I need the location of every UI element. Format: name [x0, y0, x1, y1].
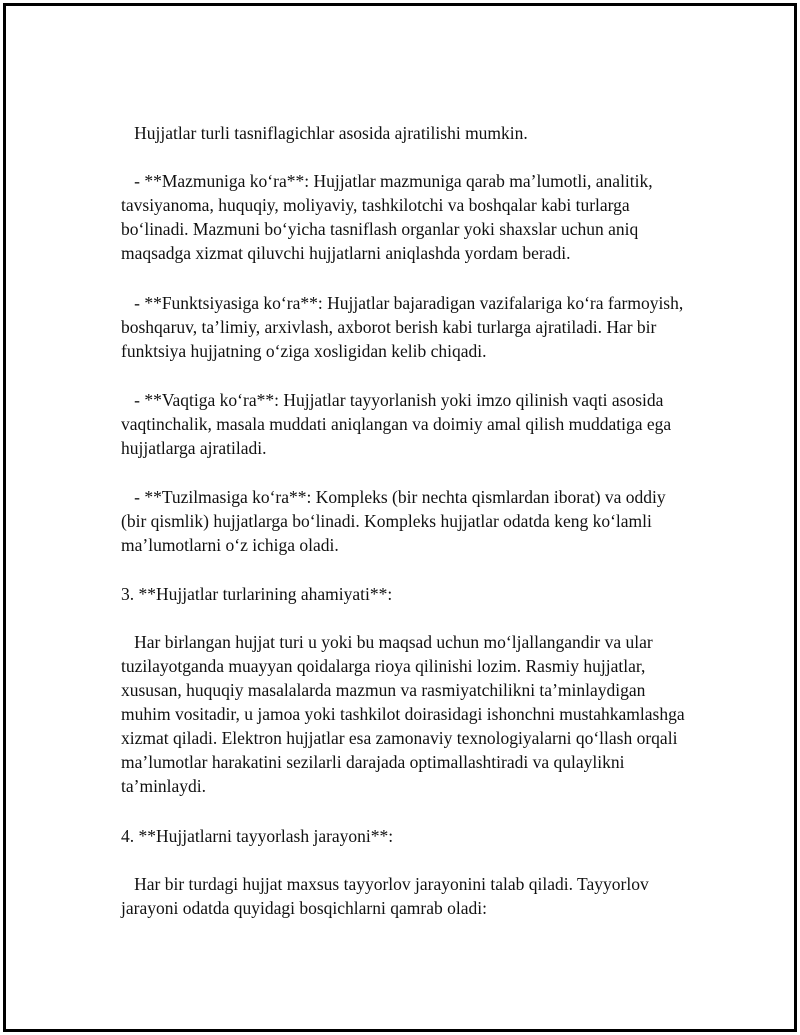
paragraph-content-classification: - **Mazmuniga ko‘ra**: Hujjatlar mazmuniga qarab ma’lumotli, analitik, tavsiyanoma, huquqiy, moliyaviy, tashkilotchi va boshqalar kabi turlarga bo‘linadi. Mazmuni bo‘yicha tasniflash organlar yoki shaxslar uchun aniq maqsadga xizmat qiluvchi hujjatlarni aniqlashda yordam beradi. [121, 171, 658, 263]
paragraph-function-classification: - **Funktsiyasiga ko‘ra**: Hujjatlar bajaradigan vazifalariga ko‘ra farmoyish, boshqaruv, ta’limiy, arxivlash, axborot berish kabi turlarga ajratiladi. Har bir funktsiya hujjatning o‘ziga xosligidan kelib chiqadi. [121, 293, 688, 361]
paragraph-preparation: Har bir turdagi hujjat maxsus tayyorlov jarayonini talab qiladi. Tayyorlov jarayoni odatda quyidagi bosqichlarni qamrab oladi: [121, 874, 654, 918]
section-heading-3: 3. **Hujjatlar turlarining ahamiyati**: [121, 584, 393, 604]
paragraph-time-classification: - **Vaqtiga ko‘ra**: Hujjatlar tayyorlanish yoki imzo qilinish vaqti asosida vaqtinchalik, masala muddati aniqlangan va doimiy amal qilish muddatiga ega hujjatlarga ajratiladi. [121, 390, 676, 458]
paragraph-importance: Har birlangan hujjat turi u yoki bu maqsad uchun mo‘ljallangandir va ular tuzilayotganda muayyan qoidalarga rioya qilinishi lozim. Rasmiy hujjatlar, xususan, huquqiy masalalarda mazmun va rasmiyatchilikni ta’minlaydigan muhim vositadir, u jamoa yoki tashkilot doirasidagi ishonchni mustahkamlashga xizmat qiladi. Elektron hujjatlar esa zamonaviy texnologiyalarni qo‘llash orqali ma’lumotlar harakatini sezilarli darajada optimallashtiradi va qulaylikni ta’minlaydi. [121, 632, 689, 796]
paragraph-structure-classification: - **Tuzilmasiga ko‘ra**: Kompleks (bir nechta qismlardan iborat) va oddiy (bir qismlik) hujjatlarga bo‘linadi. Kompleks hujjatlar odatda keng ko‘lamli ma’lumotlarni o‘z ichiga oladi. [121, 487, 671, 555]
section-heading-4: 4. **Hujjatlarni tayyorlash jarayoni**: [121, 826, 394, 846]
page-frame [3, 3, 797, 1032]
paragraph-intro: Hujjatlar turli tasniflagichlar asosida ajratilishi mumkin. [121, 123, 528, 143]
